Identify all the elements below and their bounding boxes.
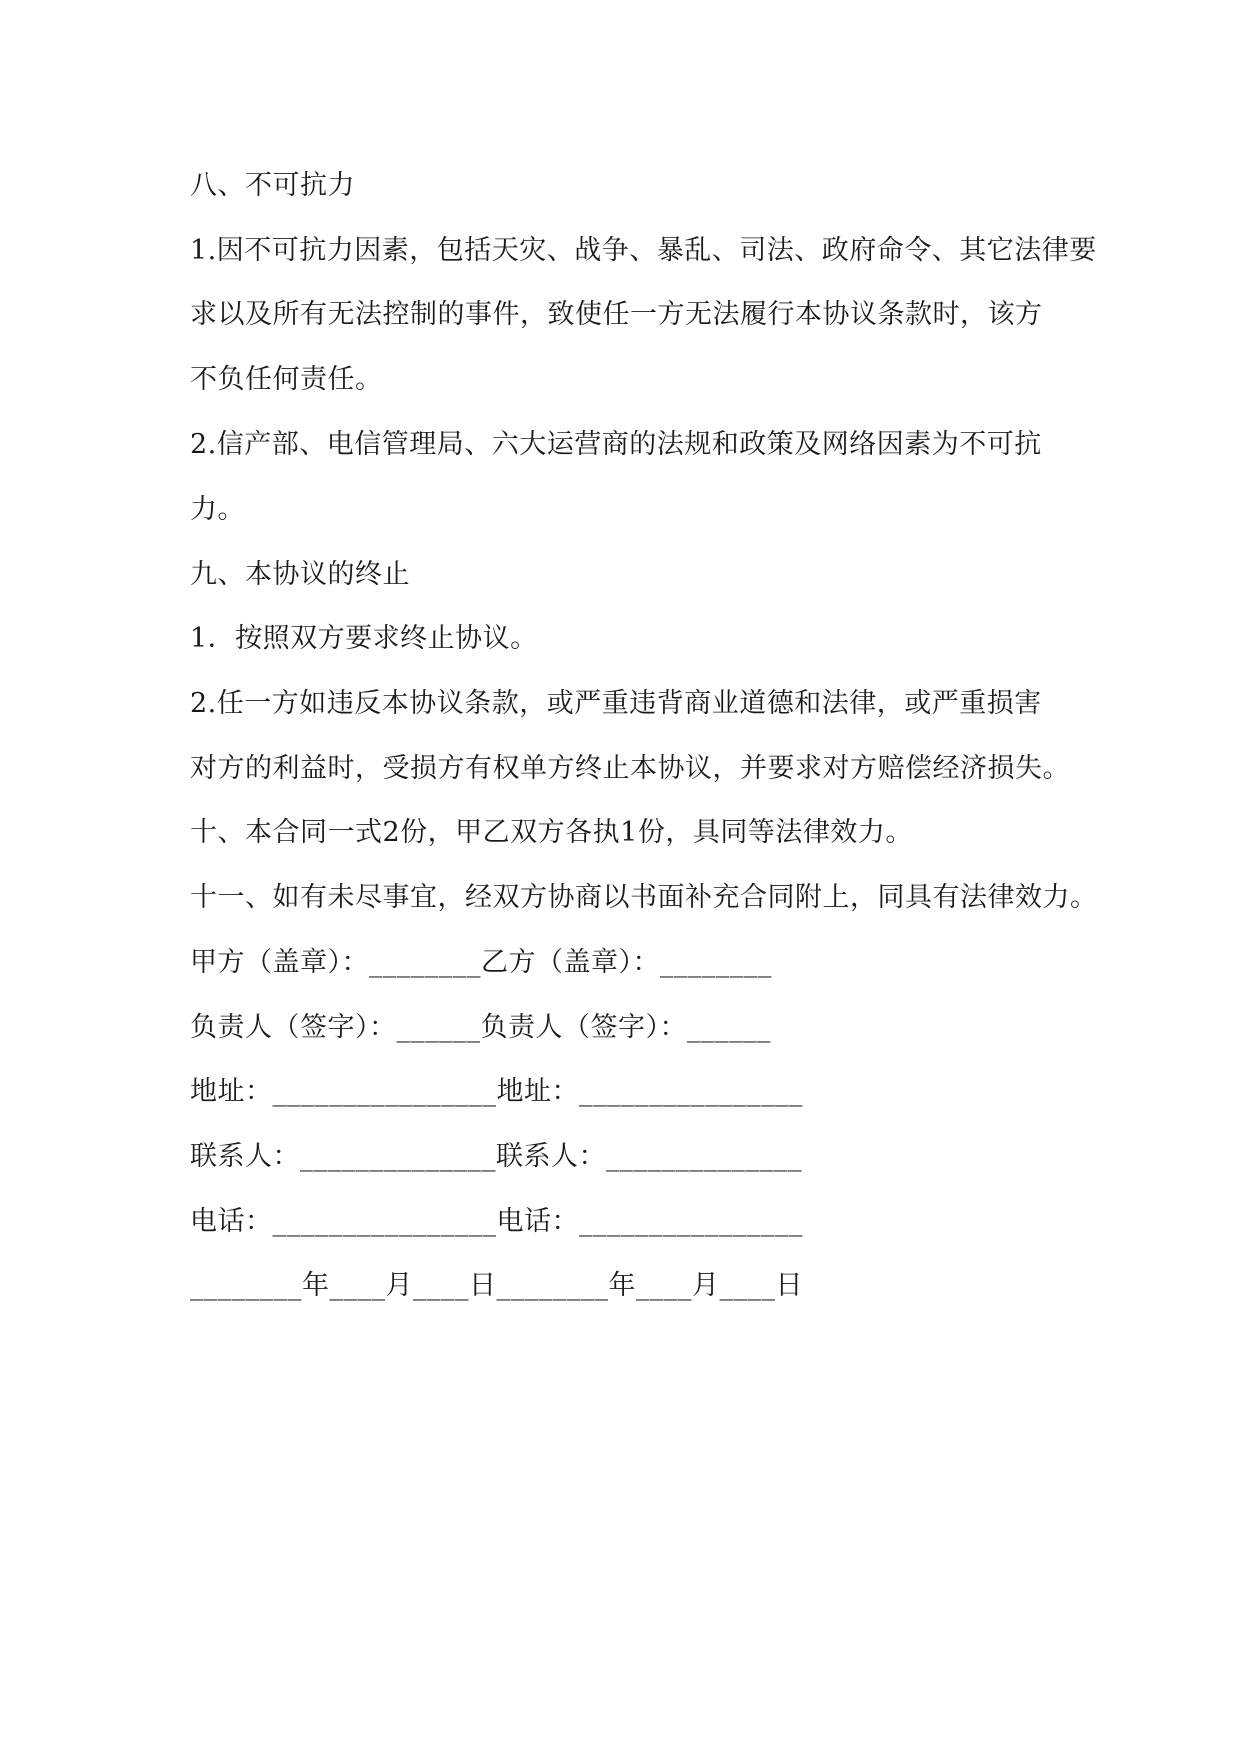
paragraph-line: 不负任何责任。 [190,364,383,395]
paragraph-line: 1．按照双方要求终止协议。 [190,623,538,654]
clause-copies: 十、本合同一式2份，甲乙双方各执1份，具同等法律效力。 [190,817,913,848]
paragraph-line: 力。 [190,494,245,525]
signature-signer-line: 负责人（签字）：______负责人（签字）：______ [190,1012,771,1043]
signature-phone-line: 电话：________________电话：________________ [190,1206,803,1237]
signature-contact-line: 联系人：______________联系人：______________ [190,1141,802,1172]
paragraph-line: 2.任一方如违反本协议条款，或严重违背商业道德和法律，或严重损害 [190,688,1042,719]
signature-address-line: 地址：________________地址：________________ [190,1076,803,1107]
section-heading-termination: 九、本协议的终止 [190,559,410,590]
paragraph-line: 对方的利益时，受损方有权单方终止本协议，并要求对方赔偿经济损失。 [190,753,1070,784]
signature-date-line: ________年____月____日________年____月____日 [190,1270,803,1301]
clause-supplement: 十一、如有未尽事宜，经双方协商以书面补充合同附上，同具有法律效力。 [190,882,1098,913]
signature-seal-line: 甲方（盖章）：________乙方（盖章）：________ [190,947,772,978]
paragraph-line: 1.因不可抗力因素，包括天灾、战争、暴乱、司法、政府命令、其它法律要 [190,235,1097,266]
paragraph-line: 求以及所有无法控制的事件，致使任一方无法履行本协议条款时，该方 [190,299,1043,330]
paragraph-line: 2.信产部、电信管理局、六大运营商的法规和政策及网络因素为不可抗 [190,429,1042,460]
section-heading-force-majeure: 八、不可抗力 [190,170,355,201]
